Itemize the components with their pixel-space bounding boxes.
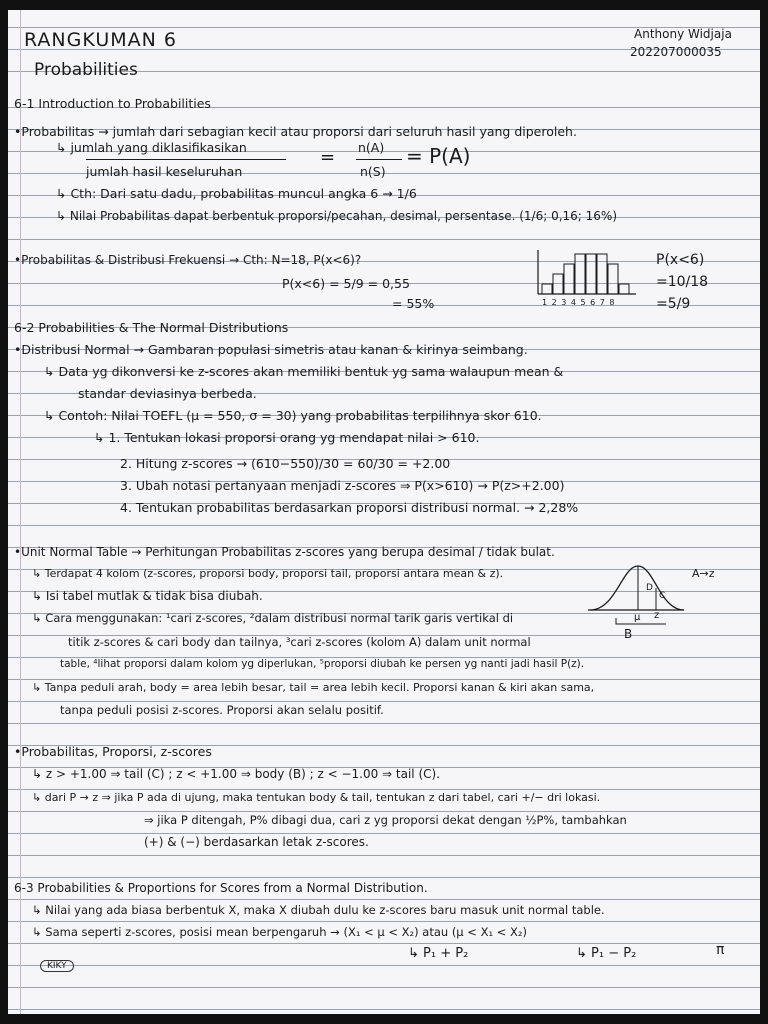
histogram-bar [586, 254, 596, 294]
note-line: ↳ Nilai Probabilitas dapat berbentuk proporsi/pecahan, desimal, persentase. (1/6; 0,16; 16%) [56, 209, 618, 223]
normal-curve-diagram [586, 558, 686, 638]
note-line: (+) & (−) berdasarkan letak z-scores. [144, 835, 369, 849]
note-line: ↳ Data yg dikonversi ke z-scores akan memiliki bentuk yg sama walaupun mean & [44, 364, 564, 379]
page-subtitle: Probabilities [34, 60, 138, 80]
curve-label-b: B [624, 627, 633, 641]
note-line: ↳ Isi tabel mutlak & tidak bisa diubah. [32, 589, 263, 603]
note-line: ↳ z > +1.00 ⇒ tail (C) ; z < +1.00 ⇒ body (B) ; z < −1.00 ⇒ tail (C). [32, 767, 440, 781]
page-title: RANGKUMAN 6 [24, 29, 177, 51]
note-line: titik z-scores & cari body dan tailnya, ³cari z-scores (kolom A) dalam unit normal [68, 635, 531, 649]
note-line: ↳ Nilai yang ada biasa berbentuk X, maka X diubah dulu ke z-scores baru masuk unit normal table. [32, 903, 605, 917]
curve-label-mu: μ [634, 612, 641, 623]
histogram-bar [619, 284, 629, 294]
note-line: table, ⁴lihat proporsi dalam kolom yg diperlukan, ⁵proporsi diubah ke persen yg nanti jadi hasil P(z). [60, 658, 585, 670]
note-line: ↳ Cth: Dari satu dadu, probabilitas muncul angka 6 → 1/6 [56, 186, 417, 201]
note-line: ↳ Contoh: Nilai TOEFL (μ = 550, σ = 30) yang probabilitas terpilihnya skor 610. [44, 408, 542, 423]
section-heading: 6-3 Probabilities & Proportions for Scores from a Normal Distribution. [14, 881, 428, 895]
note-line: = 55% [392, 296, 435, 311]
brand-stamp: KIKY [40, 960, 74, 972]
note-line: ↳ Terdapat 4 kolom (z-scores, proporsi body, proporsi tail, proporsi antara mean & z). [32, 567, 504, 580]
histogram-bar [542, 284, 552, 294]
note-line: ↳ Tanpa peduli arah, body = area lebih besar, tail = area lebih kecil. Proporsi kanan & kiri akan sama, [32, 681, 595, 694]
note-line: ↳ Sama seperti z-scores, posisi mean berpengaruh → (X₁ < μ < X₂) atau (μ < X₁ < X₂) [32, 925, 527, 939]
note-line: ↳ P₁ + P₂ [408, 946, 469, 961]
section-heading: 6-1 Introduction to Probabilities [14, 96, 211, 111]
student-id: 202207000035 [630, 45, 722, 59]
fraction-bar [356, 159, 402, 160]
pi-symbol: π [716, 942, 725, 958]
formula-numerator: n(A) [358, 140, 385, 155]
note-line: •Probabilitas, Proporsi, z-scores [14, 744, 212, 759]
histogram-bar [575, 254, 585, 294]
note-line: ↳ P₁ − P₂ [576, 946, 637, 961]
note-line: jumlah hasil keseluruhan [86, 164, 243, 179]
section-heading: 6-2 Probabilities & The Normal Distributions [14, 320, 289, 335]
note-line: 4. Tentukan probabilitas berdasarkan proporsi distribusi normal. → 2,28% [120, 500, 579, 515]
freq-note: =10/18 [656, 274, 709, 290]
note-line: ⇒ jika P ditengah, P% dibagi dua, cari z yg proporsi dekat dengan ½P%, tambahkan [144, 813, 627, 827]
formula-result: = P(A) [406, 144, 471, 168]
histogram-bar [597, 254, 607, 294]
note-line: tanpa peduli posisi z-scores. Proporsi akan selalu positif. [60, 703, 384, 717]
histogram-axis-labels: 1 2 3 4 5 6 7 8 [542, 298, 616, 307]
curve-label-a: A→z [692, 567, 715, 580]
equals-sign: = [320, 147, 336, 168]
note-line: ↳ Cara menggunakan: ¹cari z-scores, ²dalam distribusi normal tarik garis vertikal di [32, 611, 514, 625]
note-line: •Probabilitas & Distribusi Frekuensi → Cth: N=18, P(x<6)? [14, 253, 362, 267]
formula-denominator: n(S) [360, 164, 386, 179]
note-line: •Unit Normal Table → Perhitungan Probabilitas z-scores yang berupa desimal / tidak bulat. [14, 545, 555, 559]
note-line: •Distribusi Normal → Gambaran populasi simetris atau kanan & kirinya seimbang. [14, 342, 528, 357]
histogram-bar [564, 264, 574, 294]
note-line: standar deviasinya berbeda. [78, 386, 257, 401]
author-name: Anthony Widjaja [634, 27, 732, 41]
note-line: ↳ jumlah yang diklasifikasikan [56, 140, 247, 155]
freq-note: P(x<6) [656, 252, 705, 268]
note-line: •Probabilitas → jumlah dari sebagian kecil atau proporsi dari seluruh hasil yang diperoleh. [14, 124, 577, 139]
note-line: ↳ dari P → z ⇒ jika P ada di ujung, maka tentukan body & tail, tentukan z dari tabel, cari +/− dri lokasi. [32, 791, 601, 804]
note-line: ↳ 1. Tentukan lokasi proporsi orang yg mendapat nilai > 610. [94, 430, 480, 445]
curve-label-z: z [654, 610, 660, 621]
margin-line [20, 10, 21, 1014]
curve-label-c: C [659, 591, 666, 601]
freq-note: =5/9 [656, 296, 691, 312]
note-line: 3. Ubah notasi pertanyaan menjadi z-scores ⇒ P(x>610) → P(z>+2.00) [120, 478, 565, 493]
histogram-bar [553, 274, 563, 294]
fraction-bar [86, 159, 286, 160]
note-line: P(x<6) = 5/9 = 0,55 [282, 276, 410, 291]
curve-label-d: D [646, 583, 653, 593]
histogram-bar [608, 264, 618, 294]
note-line: 2. Hitung z-scores → (610−550)/30 = 60/30 = +2.00 [120, 456, 451, 471]
notebook-page [8, 10, 760, 1014]
